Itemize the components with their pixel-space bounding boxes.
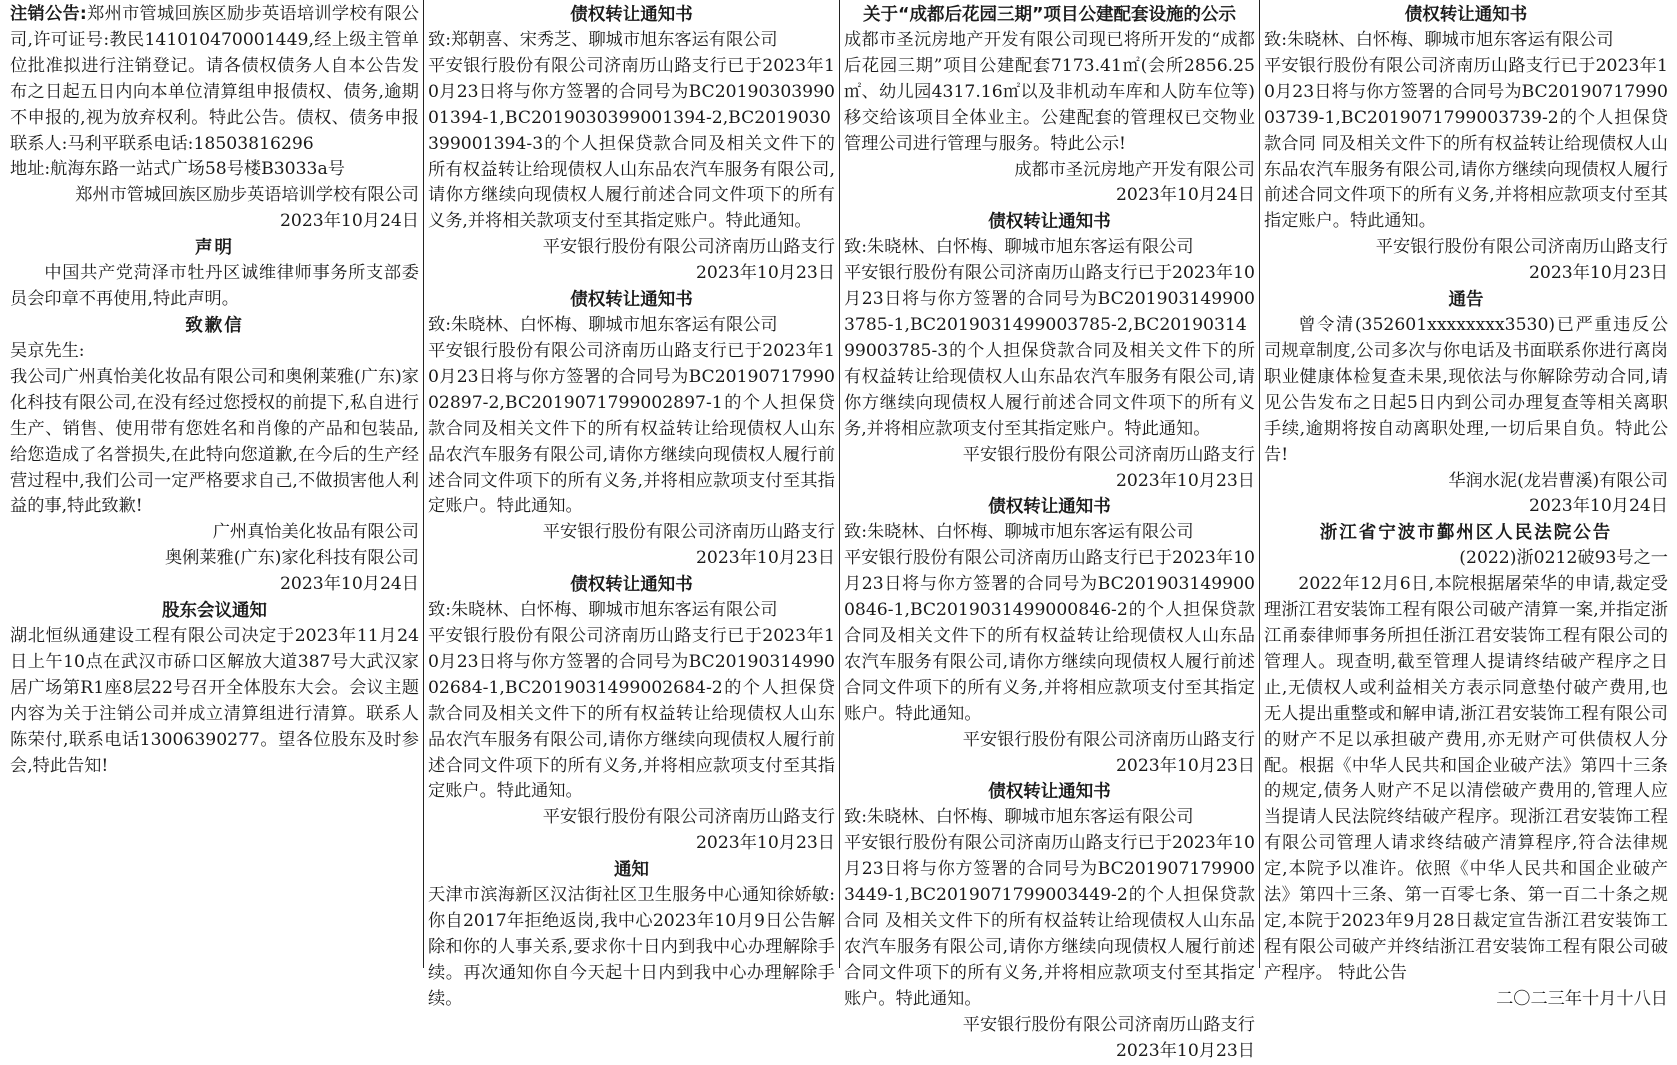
column-4 [1259, 0, 1672, 1009]
transfer-notice-title: 债权转让通知书 [570, 290, 693, 311]
apology-salutation: 吴京先生: [10, 340, 85, 361]
notice-body: 郑州市管城回族区励步英语培训学校有限公司,许可证号:教民141010470001449,经上级主管单位批准拟进行注销登记。请各债权债务人自本公告发布之日起五日内向本单位清算组申报债权、债务,逾期不申报的,视为放弃权利。特此公告。债权、债务申报联系人:马利平联系电话:18503816296 [10, 4, 419, 154]
termination-notice-date: 2023年10月24日 [1528, 496, 1668, 517]
transfer-notice-title: 债权转让通知书 [570, 5, 693, 25]
transfer-notice-recipients: 致:朱晓林、白怀梅、聊城市旭东客运有限公司 [844, 522, 1194, 543]
column-3 [839, 0, 1259, 1061]
transfer-notice-recipients: 致:郑朝喜、宋秀芝、聊城市旭东客运有限公司 [428, 30, 778, 50]
public-facilities-notice-title: 关于“成都后花园三期”项目公建配套设施的公示 [862, 5, 1236, 25]
transfer-notice-signature: 平安银行股份有限公司济南历山路支行 [962, 729, 1255, 750]
apology-body: 我公司广州真怡美化妆品有限公司和奥俐莱雅(广东)家化科技有限公司,在没有经过您授权的前提下,私自进行生产、销售、使用带有您姓名和肖像的产品和包装品,给您造成了名誉损失,在此特向您道歉,在今后的生产经营过程中,我们公司一定严格要求自己,不做损害他人利益的事,特此致歉! [10, 366, 419, 517]
court-notice-date: 二〇二三年十月十八日 [1496, 988, 1668, 1009]
transfer-notice-date: 2023年10月23日 [1115, 470, 1255, 491]
transfer-notice-recipients: 致:朱晓林、白怀梅、聊城市旭东客运有限公司 [844, 237, 1194, 258]
transfer-notice-signature: 平安银行股份有限公司济南历山路支行 [962, 1014, 1255, 1035]
termination-notice-title: 通告 [1448, 290, 1484, 311]
termination-notice-body: 曾令清(352601xxxxxxxx3530)已严重违反公司规章制度,公司多次与你电话及书面联系你进行离岗职业健康体检复查未果,现依法与你解除劳动合同,请见公告发布之日起5日内到公司办理复查等相关离职手续,逾期将按自动离职处理,一切后果自负。特此公告! [1264, 315, 1668, 465]
notice-columns [6, 0, 1672, 1061]
apology-date: 2023年10月24日 [279, 574, 419, 595]
apology-signature-1: 广州真怡美化妆品有限公司 [212, 522, 419, 543]
termination-notice-signature: 华润水泥(龙岩曹溪)有限公司 [1448, 470, 1668, 491]
transfer-notice-body: 平安银行股份有限公司济南历山路支行已于2023年10月23日将与你方签署的合同号为BC2019071799002897-2,BC2019071799002897-1的个人担保贷款合同及相关文件下的所有权益转让给现债权人山东品农汽车服务有限公司,请你方继续向现债权人履行前述合同文件项下的所有义务,并将相应款项支付至其指定账户。特此通知。 [428, 340, 835, 517]
transfer-notice-date: 2023年10月23日 [1528, 263, 1668, 284]
transfer-notice-recipients: 致:朱晓林、白怀梅、聊城市旭东客运有限公司 [1264, 30, 1614, 50]
apology-signature-2: 奥俐莱雅(广东)家化科技有限公司 [164, 548, 419, 569]
transfer-notice-title: 债权转让通知书 [988, 497, 1111, 518]
transfer-notice-date: 2023年10月23日 [1115, 755, 1255, 776]
transfer-notice-signature: 平安银行股份有限公司济南历山路支行 [542, 237, 835, 258]
notice-address: 地址:航海东路一站式广场58号楼B3033a号 [10, 159, 345, 180]
transfer-notice-signature: 平安银行股份有限公司济南历山路支行 [1375, 237, 1668, 258]
statement-title: 声明 [195, 238, 234, 259]
court-notice-body: 2022年12月6日,本院根据屠荣华的申请,裁定受理浙江君安装饰工程有限公司破产清算一案,并指定浙江甬泰律师事务所担任浙江君安装饰工程有限公司的管理人。现查明,截至管理人提请终结破产程序之日止,无债权人或利益相关方表示同意垫付破产费用,也无人提出重整或和解申请,浙江君安装饰工程有限公司的财产不足以承担破产费用,亦无财产可供债权人分配。根据《中华人民共和国企业破产法》第四十三条的规定,债务人财产不足以清偿破产费用的,管理人应当提请人民法院终结破产程序。现浙江君安装饰工程有限公司管理人请求终结破产清算程序,符合法律规定,本院予以准许。依照《中华人民共和国企业破产法》第四十三条、第一百零七条、第一百二十条之规定,本院于2023年9月28日裁定宣告浙江君安装饰工程有限公司破产并终结浙江君安装饰工程有限公司破产程序。 特此公告 [1264, 574, 1668, 983]
transfer-notice-recipients: 致:朱晓林、白怀梅、聊城市旭东客运有限公司 [428, 600, 778, 621]
notice-date: 2023年10月24日 [279, 211, 419, 232]
apology-title: 致歉信 [185, 315, 244, 336]
transfer-notice-date: 2023年10月23日 [695, 548, 835, 569]
transfer-notice-title: 债权转让通知书 [988, 782, 1111, 803]
transfer-notice-date: 2023年10月23日 [1115, 1040, 1255, 1061]
column-2 [423, 0, 839, 1009]
transfer-notice-title: 债权转让通知书 [1404, 5, 1528, 25]
dismissal-notice-title: 通知 [614, 860, 649, 881]
notice-signature: 郑州市管城回族区励步英语培训学校有限公司 [75, 185, 419, 206]
transfer-notice-title: 债权转让通知书 [988, 212, 1111, 233]
public-facilities-notice-date: 2023年10月24日 [1115, 185, 1255, 206]
statement-body: 中国共产党菏泽市牡丹区诚维律师事务所支部委员会印章不再使用,特此声明。 [10, 263, 419, 310]
court-notice-title: 浙江省宁波市鄞州区人民法院公告 [1319, 523, 1613, 544]
transfer-notice-title: 债权转让通知书 [570, 575, 693, 596]
shareholder-meeting-body: 湖北恒纵通建设工程有限公司决定于2023年11月24日上午10点在武汉市硚口区解放大道387号大武汉家居广场第R1座8层22号召开全体股东大会。会议主题内容为关于注销公司并成立清算组进行清算。联系人陈荣付,联系电话13006390277。望各位股东及时参会,特此告知! [10, 626, 419, 776]
notice-heading: 注销公告: [10, 4, 87, 24]
transfer-notice-signature: 平安银行股份有限公司济南历山路支行 [962, 444, 1255, 465]
transfer-notice-body: 平安银行股份有限公司济南历山路支行已于2023年10月23日将与你方签署的合同号为BC2019030399001394-1,BC2019030399001394-2,BC2019030399001394-3的个人担保贷款合同及相关文件下的所有权益转让给现债权人山东品农汽车服务有限公司,请你方继续向现债权人履行前述合同文件项下的所有义务,并将相关款项支付至其指定账户。特此通知。 [428, 55, 835, 232]
column-1 [6, 0, 423, 968]
dismissal-notice-body: 天津市滨海新区汉沽街社区卫生服务中心通知徐娇敏:你自2017年拒绝返岗,我中心2023年10月9日公告解除和你的人事关系,要求你十日内到我中心办理解除手续。再次通知你自今天起十日内到我中心办理解除手续。 [428, 885, 835, 1009]
transfer-notice-recipients: 致:朱晓林、白怀梅、聊城市旭东客运有限公司 [844, 807, 1194, 828]
transfer-notice-signature: 平安银行股份有限公司济南历山路支行 [542, 522, 835, 543]
deregistration-notice [10, 2, 419, 157]
transfer-notice-signature: 平安银行股份有限公司济南历山路支行 [542, 807, 835, 828]
transfer-notice-body: 平安银行股份有限公司济南历山路支行已于2023年10月23日将与你方签署的合同号为BC2019031499002684-1,BC2019031499002684-2的个人担保贷款合同及相关文件下的所有权益转让给现债权人山东品农汽车服务有限公司,请你方继续向现债权人履行前述合同文件项下的所有义务,并将相应款项支付至其指定账户。特此通知。 [428, 626, 835, 802]
court-case-number: (2022)浙0212破93号之一 [1459, 548, 1668, 569]
transfer-notice-date: 2023年10月23日 [695, 833, 835, 854]
transfer-notice-recipients: 致:朱晓林、白怀梅、聊城市旭东客运有限公司 [428, 315, 778, 336]
shareholder-meeting-title: 股东会议通知 [162, 601, 267, 622]
transfer-notice-body: 平安银行股份有限公司济南历山路支行已于2023年10月23日将与你方签署的合同号为BC2019031499000846-1,BC2019031499000846-2的个人担保贷款合同及相关文件下的所有权益转让给现债权人山东品农汽车服务有限公司,请你方继续向现债权人履行前述合同文件项下的所有义务,并将相应款项支付至其指定账户。特此通知。 [844, 548, 1255, 724]
public-facilities-notice-body: 成都市圣沅房地产开发有限公司现已将所开发的“成都后花园三期”项目公建配套7173.41㎡(会所2856.25㎡、幼儿园4317.16㎡以及非机动车库和人防车位等)移交给该项目全体业主。公建配套的管理权已交物业管理公司进行管理与服务。特此公示! [844, 30, 1255, 154]
transfer-notice-body: 平安银行股份有限公司济南历山路支行已于2023年10月23日将与你方签署的合同号为BC2019071799003739-1,BC2019071799003739-2的个人担保贷款合同 同及相关文件下的所有权益转让给现债权人山东品农汽车服务有限公司,请你方继续向现债权人履行前述合同文件项下的所有义务,并将相应款项支付至其指定账户。特此通知。 [1264, 55, 1668, 232]
transfer-notice-body: 平安银行股份有限公司济南历山路支行已于2023年10月23日将与你方签署的合同号为BC2019031499003785-1,BC2019031499003785-2,BC2019031499003785-3的个人担保贷款合同及相关文件下的所有权益转让给现债权人山东品农汽车服务有限公司,请你方继续向现债权人履行前述合同文件项下的所有义务,并将相应款项支付至其指定账户。特此通知。 [844, 263, 1255, 439]
transfer-notice-date: 2023年10月23日 [695, 263, 835, 284]
public-facilities-notice-signature: 成都市圣沅房地产开发有限公司 [1014, 159, 1255, 180]
transfer-notice-body: 平安银行股份有限公司济南历山路支行已于2023年10月23日将与你方签署的合同号为BC2019071799003449-1,BC2019071799003449-2的个人担保贷款合同 及相关文件下的所有权益转让给现债权人山东品农汽车服务有限公司,请你方继续向现债权人履行前述合同文件项下的所有义务,并将相应款项支付至其指定账户。特此通知。 [844, 833, 1255, 1009]
